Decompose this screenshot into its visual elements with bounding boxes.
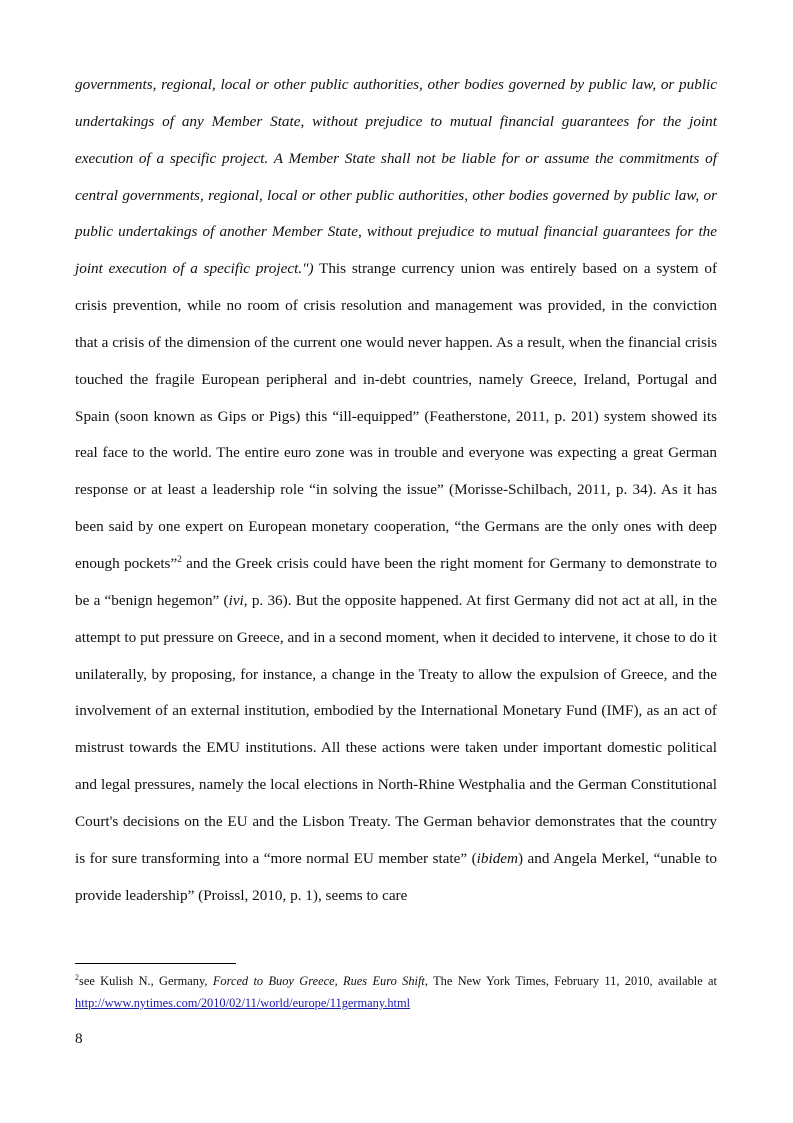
page-body [75,67,717,914]
footnote-separator [75,963,236,964]
footnote-marker: 2 [75,972,79,982]
footnote-article-title: Forced to Buoy Greece, Rues Euro Shift [212,974,425,988]
footnote-text: see Kulish N., Germany, [79,974,213,988]
ibidem-italic: ibidem [476,849,518,867]
footnote [75,970,717,1014]
body-text-segment: ) and Angela Merkel, “unable to provide leadership” (Proissl, 2010, p. 1), seems to care [75,849,718,904]
ivi-italic: ivi [228,591,244,609]
footnote-text: , The New York Times, February 11, 2010, available at [424,974,717,988]
treaty-quote: governments, regional, local or other public authorities, other bodies governed by public law, or public undertakings of any Member State, without prejudice to mutual financial guarantees for the joint execution of a specific project. A Member State shall not be liable for or assume the commitments of central governments, regional, local or other public authorities, other bodies governed by public law, or public undertakings of another Member State, without prejudice to mutual financial guarantees for the joint execution of a specific project.") [75,76,717,278]
body-paragraph [75,67,717,914]
body-text-segment: and the Greek crisis could have been the right moment for Germany to demonstrate to be a “benign hegemon” ( [75,554,718,609]
footnote-reference[interactable]: 2 [177,553,182,564]
body-text-segment: , p. 36). But the opposite happened. At first Germany did not act at all, in the attempt to put pressure on Greece, and in a second moment, when it decided to intervene, it chose to do it unilaterally, by proposing, for instance, a change in the Treaty to allow the expulsion of Greece, and the involvement of an external institution, embodied by the International Monetary Fund (IMF), as an act of mistrust towards the EMU institutions. All these actions were taken under important domestic political and legal pressures, namely the local elections in North-Rhine Westphalia and the German Constitutional Court's decisions on the EU and the Lisbon Treaty. The German behavior demonstrates that the country is for sure transforming into a “more normal EU member state” ( [75,591,717,867]
body-text-segment: This strange currency union was entirely based on a system of crisis prevention, while no room of crisis resolution and management was provided, in the conviction that a crisis of the dimension of the current one would never happen. As a result, when the financial crisis touched the fragile European peripheral and in-debt countries, namely Greece, Ireland, Portugal and Spain (soon known as Gips or Pigs) this “ill-equipped” (Featherstone, 2011, p. 201) system showed its real face to the world. The entire euro zone was in trouble and everyone was expecting a great German response or at least a leadership role “in solving the issue” (Morisse-Schilbach, 2011, p. 34). As it has been said by one expert on European monetary cooperation, “the Germans are the only ones with deep enough pockets” [75,260,718,572]
page-number: 8 [75,1030,83,1047]
footnote-link[interactable]: http://www.nytimes.com/2010/02/11/world/europe/11germany.html [75,996,411,1010]
